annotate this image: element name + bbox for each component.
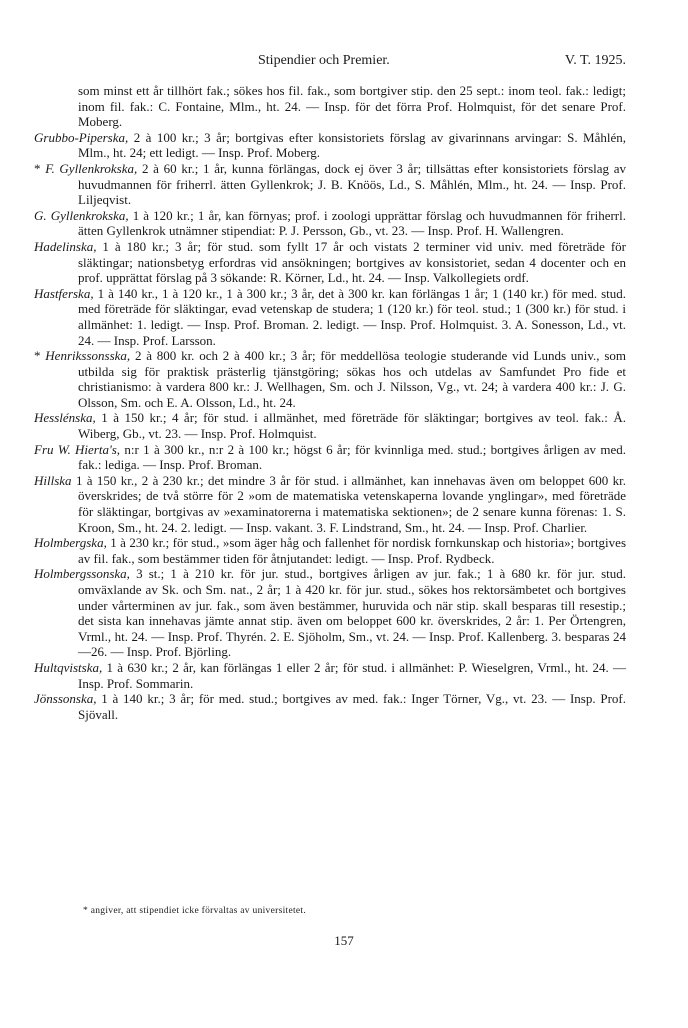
entry-name: Hesslénska, <box>34 410 96 426</box>
list-item: Grubbo-Piperska, 2 à 100 kr.; 3 år; bortgivas efter konsistoriets förslag av givarinnans arvingar: S. Måhlén, Mlm., ht. 24; ett ledigt. — Insp. Prof. Moberg. <box>34 129 626 161</box>
entry-name: Hastferska, <box>34 285 94 301</box>
list-item: Hillska 1 à 150 kr., 2 à 230 kr.; det mindre 3 år för stud. i allmänhet, kan innehavas även om beloppet 600 kr. överskrides; de två större för 2 »om de matematiska vetenskaperna lovande ynglingar», med företräde för släktingar, bortgivas av »examinatorerna i matematiska sektionen»; de 2 senare kunna förenas: 1. S. Kroon, Sm., ht. 24. 2. ledigt. — Insp. vakant. 3. F. Lindstrand, Sm., ht. 24. — Insp. Prof. Charlier. <box>34 472 627 535</box>
running-title: Stipendier och Premier. <box>258 53 390 68</box>
entry-name: Grubbo-Piperska, <box>34 129 129 145</box>
entry-list <box>34 83 626 722</box>
entry-name: Hadelinska, <box>34 238 97 254</box>
footnote: * angiver, att stipendiet icke förvaltas av universitetet. <box>83 906 307 916</box>
list-item: Jönssonska, 1 à 140 kr.; 3 år; för med. stud.; bortgives av med. fak.: Inger Törner, Vg., vt. 23. — Insp. Prof. Sjövall. <box>34 691 627 722</box>
entry-name: Hultqvistska, <box>34 659 103 675</box>
list-item: * F. Gyllenkrokska, 2 à 60 kr.; 1 år, kunna förlängas, dock ej över 3 år; tillsättas efter konsistoriets förslag av huvudmannen för friherrl. ätten Gyllenkrok; J. B. Knöös, Ld., S. Måhlén, Mlm., ht. 24. — Insp. Prof. Liljeqvist. <box>34 160 626 208</box>
list-item: Hadelinska, 1 à 180 kr.; 3 år; för stud. som fyllt 17 år och vistats 2 terminer vid univ. med företräde för släktingar; nationsbetyg erfordras vid ansökningen; bortgives av konsistoriet, sedan 4 docenter och en prof. upprättat förslag på 3 sökande: R. Körner, Ld., ht. 24. — Insp. Valkollegiets ordf. <box>34 238 626 286</box>
page-number: 157 <box>334 933 354 948</box>
list-item: Holmbergssonska, 3 st.; 1 à 210 kr. för jur. stud., bortgives årligen av jur. fak.; 1 à 680 kr. för jur. stud. omväxlande av Sk. och Sm. nat., 2 år; 1 à 420 kr. för jur. stud., sökes hos rektorsämbetet och bortgives under vårterminen av jur. fak., som även bestämmer, huruvida och när stip. skall besparas till resestip.; det sista kan innehavas jämte annat stip. även om beloppet 600 kr. överskrides, 2 år: 1. Per Örtengren, Vrml., ht. 24. — Insp. Prof. Thyrén. 2. E. Sjöholm, Sm., vt. 24. — Insp. Prof. Kallenberg. 3. besparas 24—26. — Insp. Prof. Björling. <box>34 566 626 660</box>
entry-name: Holmbergssonska, <box>34 566 130 582</box>
entry-name: Hillska <box>34 472 72 488</box>
page-header <box>78 53 626 73</box>
list-item: Hultqvistska, 1 à 630 kr.; 2 år, kan förlängas 1 eller 2 år; för stud. i allmänhet: P. Wieselgren, Vrml., ht. 24. — Insp. Prof. Sommarin. <box>34 659 627 691</box>
entry-name: F. Gyllenkrokska, <box>45 160 138 176</box>
list-item: G. Gyllenkrokska, 1 à 120 kr.; 1 år, kan förnyas; prof. i zoologi upprättar förslag och huvudmannen för friherrl. ätten Gyllenkrok utnämner stipendiat: P. J. Persson, Gb., vt. 23. — Insp. Prof. H. Wallengren. <box>34 207 626 239</box>
entry-name: Holmbergska, <box>34 535 107 551</box>
list-item: Holmbergska, 1 à 230 kr.; för stud., »som äger håg och fallenhet för nordisk fornkunskap och historia»; bortgives av fil. fak., som bestämmer tiden för åtnjutandet: ledigt. — Insp. Prof. Rydbeck. <box>34 535 627 566</box>
entry-name: Jönssonska, <box>34 691 97 707</box>
list-item: Fru W. Hierta's, n:r 1 à 300 kr., n:r 2 à 100 kr.; högst 6 år; för kvinnliga med. stud.; bortgives årligen av med. fak.: lediga. — Insp. Prof. Broman. <box>34 441 626 473</box>
list-item: som minst ett år tillhört fak.; sökes hos fil. fak., som bortgiver stip. den 25 sept.: inom teol. fak.: ledigt; inom fil. fak.: C. Fontaine, Mlm., ht. 24. — Insp. för det förra Prof. Holmquist, för det senare Prof. Moberg. <box>78 83 626 130</box>
list-item: Hesslénska, 1 à 150 kr.; 4 år; för stud. i allmänhet, med företräde för släktingar; bortgives av teol. fak.: Å. Wiberg, Gb., vt. 23. — Insp. Prof. Holmquist. <box>34 410 627 442</box>
entry-name: Henrikssonsska, <box>45 348 131 364</box>
entry-name: G. Gyllenkrokska, <box>34 207 129 223</box>
list-item: * Henrikssonsska, 2 à 800 kr. och 2 à 400 kr.; 3 år; för meddellösa teologie studerande vid Lunds univ., som utbilda sig för praktisk prästerlig tjänstgöring; sökas hos och utdelas av Samfundet Pro fide et christianismo: à vardera 800 kr.: J. Wellhagen, Sm. och J. Nilsson, Vg., vt. 24; à vardera 400 kr.: J. G. Olsson, Sm. och E. A. Olsson, Ld., ht. 24. <box>34 348 627 410</box>
list-item: Hastferska, 1 à 140 kr., 1 à 120 kr., 1 à 300 kr.; 3 år, det à 300 kr. kan förlängas 1 år; 1 (140 kr.) för med. stud. med företräde för släktingar, evad vetenskap de studera; 1 (120 kr.) för teol. stud.; 1 (300 kr.) för stud. i allmänhet: 1. ledigt. — Insp. Prof. Broman. 2. ledigt. — Insp. Prof. Holmquist. 3. A. Sonesson, Ld., vt. 24. — Insp. Prof. Larsson. <box>34 285 626 348</box>
entry-name: Fru W. Hierta's, <box>34 441 121 457</box>
volume-label: V. T. 1925. <box>564 53 626 68</box>
